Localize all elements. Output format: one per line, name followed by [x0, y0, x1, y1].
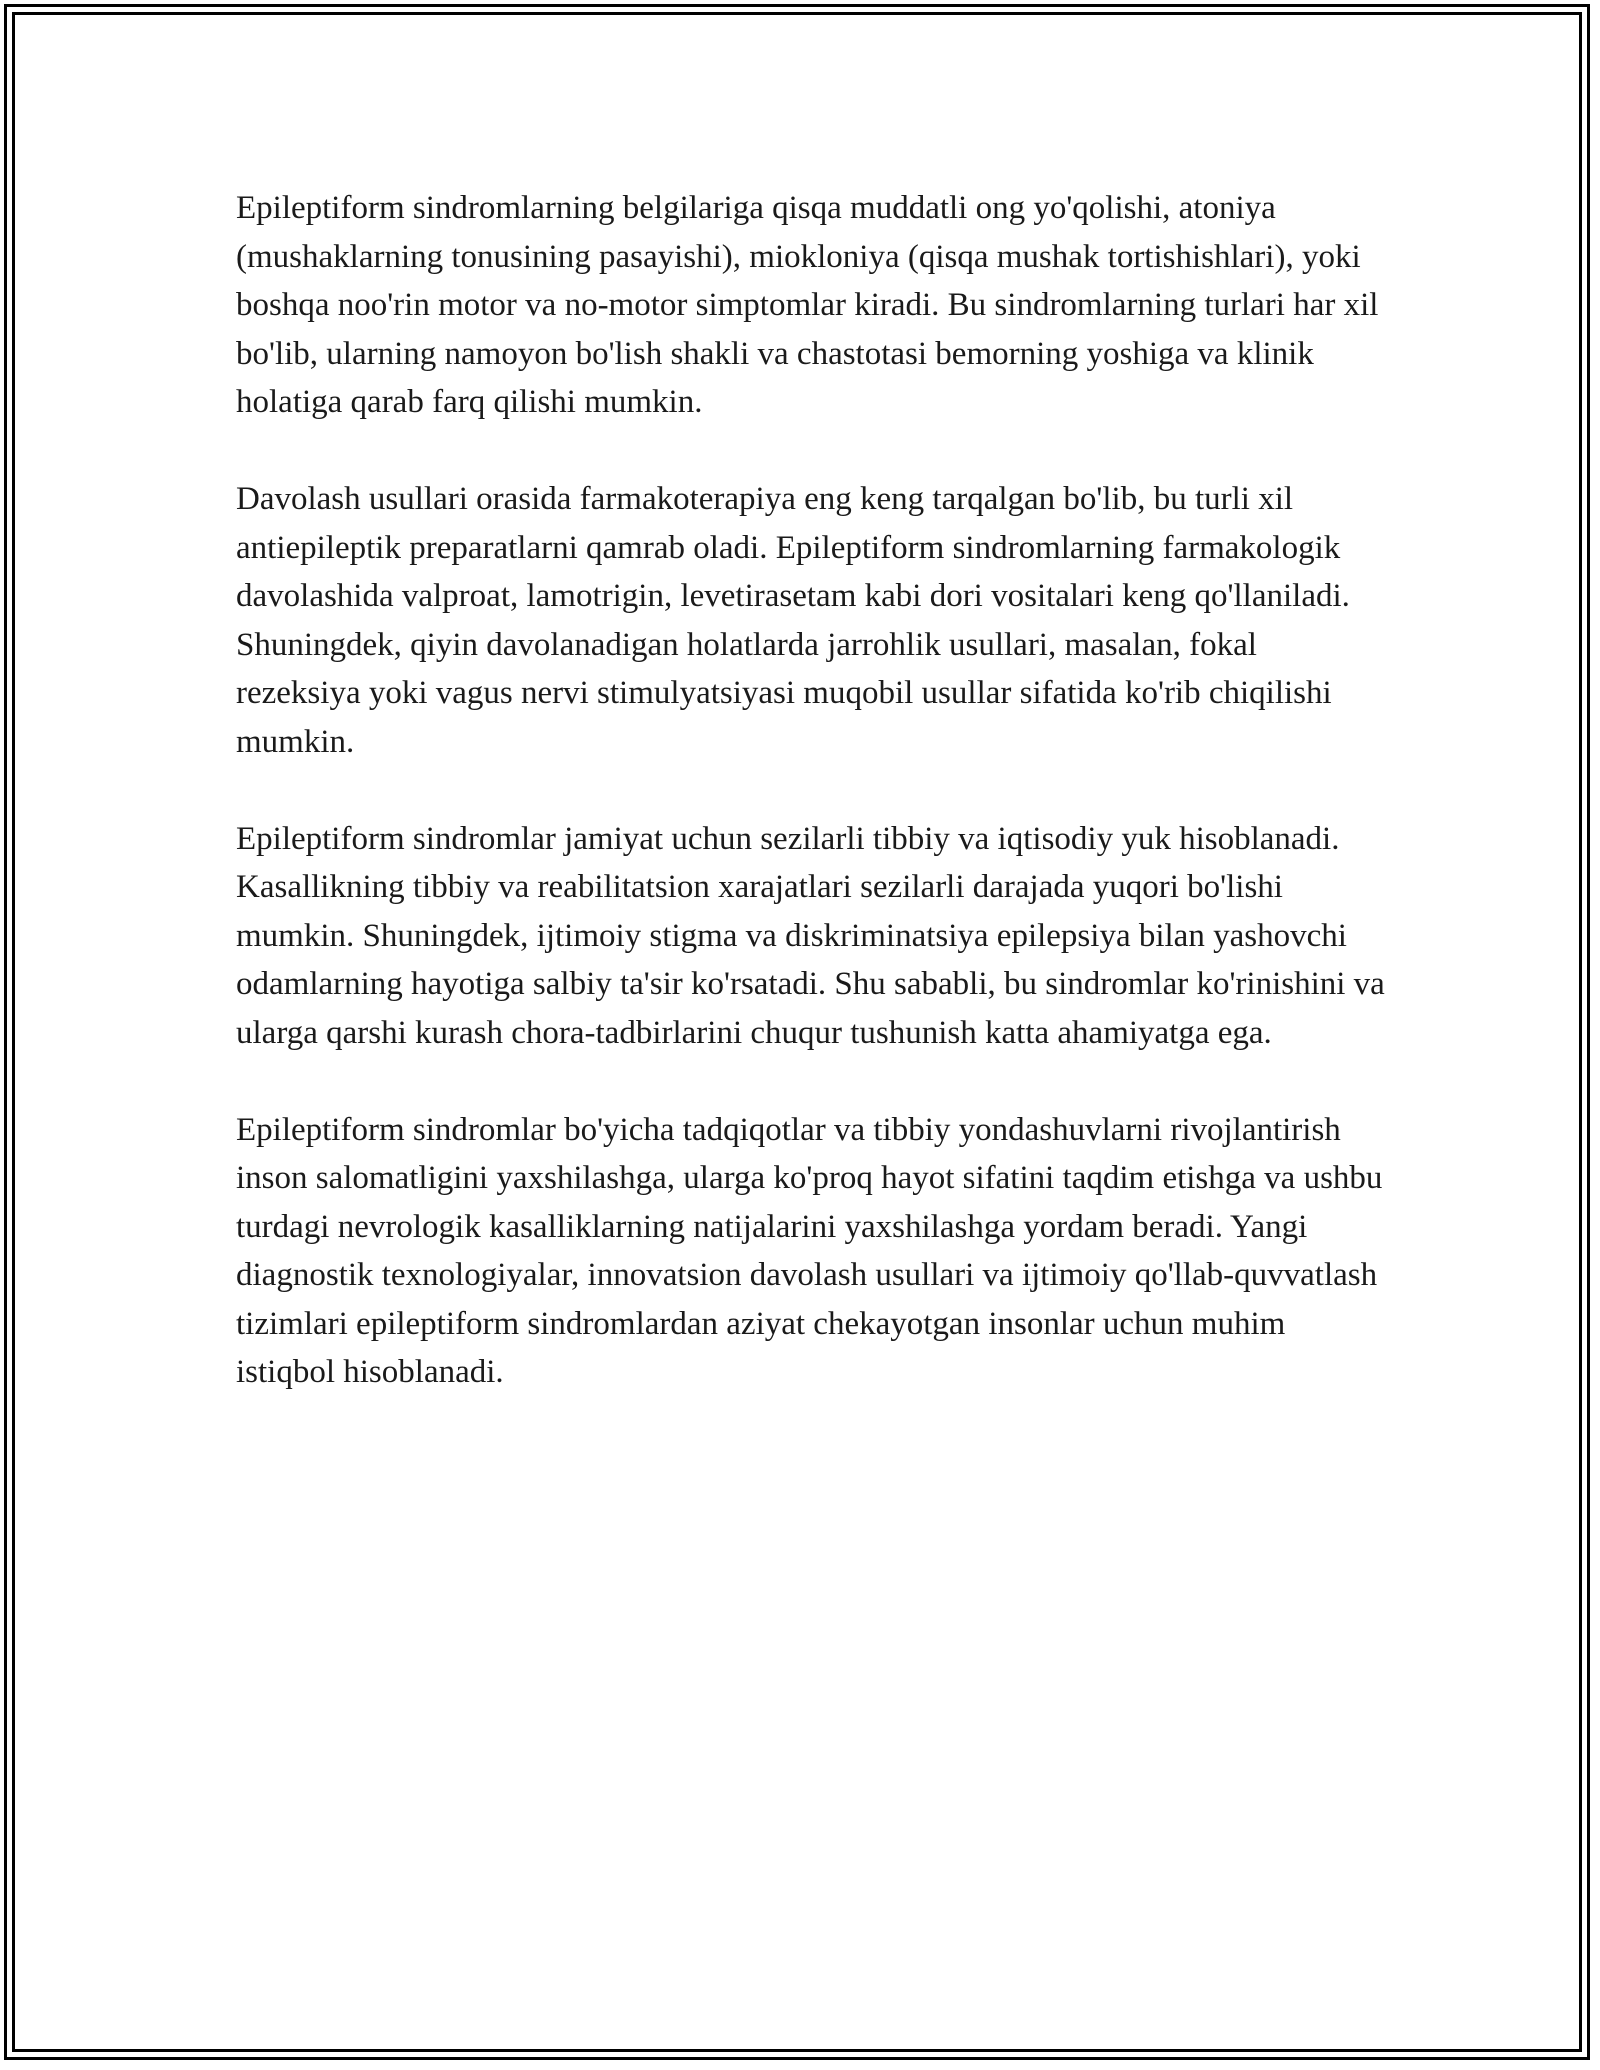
paragraph-symptoms: Epileptiform sindromlarning belgilariga qisqa muddatli ong yo'qolishi, atoniya (mushaklarning tonusining pasayishi), miokloniya (qisqa mushak tortishishlari), yoki boshqa noo'rin motor va no-motor simptomlar kiradi. Bu sindromlarning turlari har xil bo'lib, ularning namoyon bo'lish shakli va chastotasi bemorning yoshiga va klinik holatiga qarab farq qilishi mumkin. [236, 190, 1379, 420]
paragraph-research: Epileptiform sindromlar bo'yicha tadqiqotlar va tibbiy yondashuvlarni rivojlantirish inson salomatligini yaxshilashga, ularga ko'proq hayot sifatini taqdim etishga va ushbu turdagi nevrologik kasalliklarning natijalarini yaxshilashga yordam beradi. Yangi diagnostik texnologiyalar, innovatsion davolash usullari va ijtimoiy qo'llab-quvvatlash tizimlari epileptiform sindromlardan aziyat chekayotgan insonlar uchun muhim istiqbol hisoblanadi. [236, 1111, 1383, 1390]
paragraph-social-impact: Epileptiform sindromlar jamiyat uchun sezilarli tibbiy va iqtisodiy yuk hisoblanadi. Kasallikning tibbiy va reabilitatsion xarajatlari sezilarli darajada yuqori bo'lishi mumkin. Shuningdek, ijtimoiy stigma va diskriminatsiya epilepsiya bilan yashovchi odamlarning hayotiga salbiy ta'sir ko'rsatadi. Shu sababli, bu sindromlar ko'rinishini va ularga qarshi kurash chora-tadbirlarini chuqur tushunish katta ahamiyatga ega. [236, 820, 1385, 1051]
paragraph-treatment: Davolash usullari orasida farmakoterapiya eng keng tarqalgan bo'lib, bu turli xil antiepileptik preparatlarni qamrab oladi. Epileptiform sindromlarning farmakologik davolashida valproat, lamotrigin, levetirasetam kabi dori vositalari keng qo'llaniladi. Shuningdek, qiyin davolanadigan holatlarda jarrohlik usullari, masalan, fokal rezeksiya yoki vagus nervi stimulyatsiyasi muqobil usullar sifatida ko'rib chiqilishi mumkin. [236, 481, 1350, 760]
document-body [236, 184, 1386, 1397]
